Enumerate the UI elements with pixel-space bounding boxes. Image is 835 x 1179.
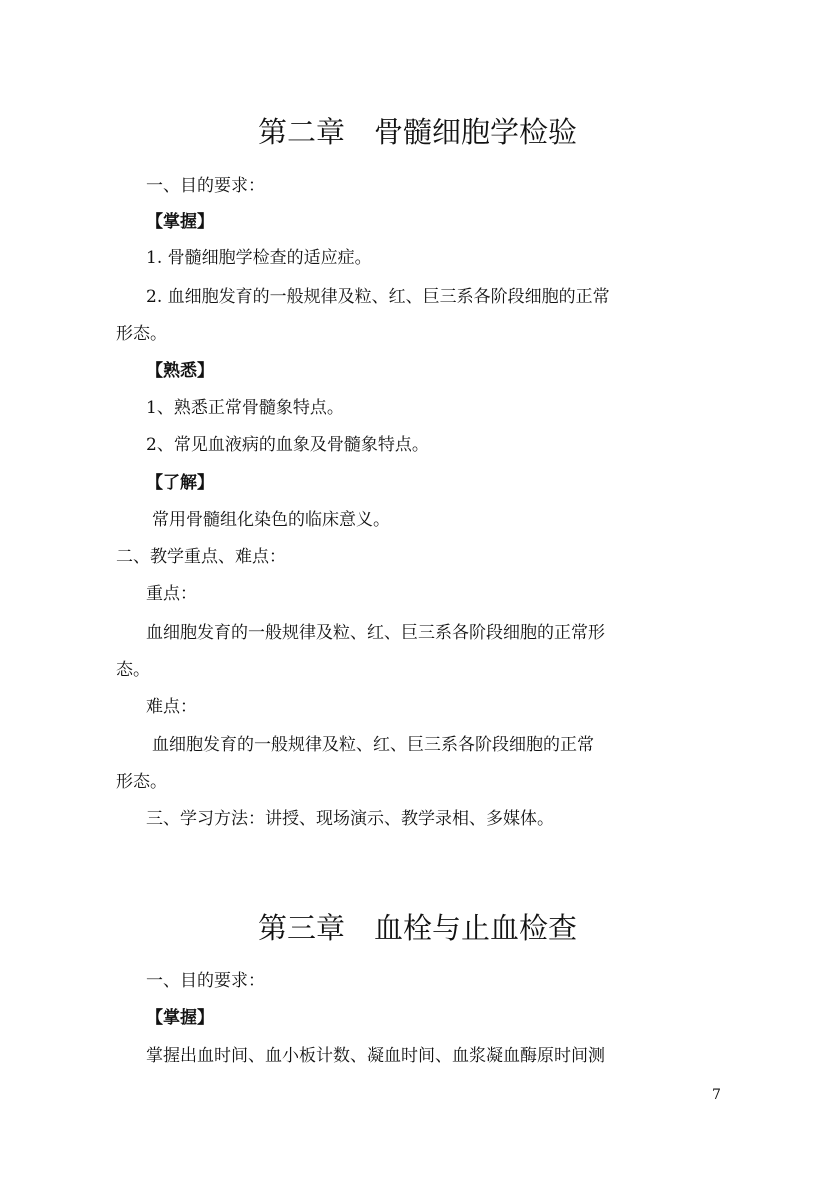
ch2-difficult-label: 难点： (146, 697, 197, 717)
ch2-difficult-line-2: 形态。 (116, 772, 167, 792)
ch2-difficult-line-1: 血细胞发育的一般规律及粒、红、巨三系各阶段细胞的正常 (152, 735, 594, 755)
ch2-master-item-2-line-1: 2. 血细胞发育的一般规律及粒、红、巨三系各阶段细胞的正常 (146, 287, 610, 307)
ch2-familiar-item-2: 2、常见血液病的血象及骨髓象特点。 (146, 435, 429, 455)
ch2-objectives-heading: 一、目的要求： (146, 176, 265, 196)
page-number: 7 (712, 1087, 721, 1103)
ch3-master-heading: 【掌握】 (146, 1008, 214, 1028)
ch3-objectives-heading: 一、目的要求： (146, 971, 265, 991)
chapter-2-title: 第二章 骨髓细胞学检验 (257, 115, 577, 149)
chapter-3-title: 第三章 血栓与止血检查 (257, 911, 577, 945)
ch2-methods: 三、学习方法：讲授、现场演示、教学录相、多媒体。 (146, 809, 554, 829)
ch3-master-line-1: 掌握出血时间、血小板计数、凝血时间、血浆凝血酶原时间测 (146, 1046, 605, 1066)
ch2-understand-item-1: 常用骨髓组化染色的临床意义。 (152, 510, 390, 530)
ch2-understand-heading: 【了解】 (146, 473, 214, 493)
ch2-familiar-item-1: 1、熟悉正常骨髓象特点。 (146, 398, 344, 418)
ch2-key-point-label: 重点： (146, 584, 197, 604)
ch2-key-point-line-2: 态。 (116, 660, 150, 680)
ch2-familiar-heading: 【熟悉】 (146, 361, 214, 381)
ch2-master-item-1: 1. 骨髓细胞学检查的适应症。 (146, 248, 372, 268)
ch2-master-heading: 【掌握】 (146, 212, 214, 232)
ch2-focus-heading: 二、教学重点、难点： (116, 547, 286, 567)
ch2-master-item-2-line-2: 形态。 (116, 324, 167, 344)
ch2-key-point-line-1: 血细胞发育的一般规律及粒、红、巨三系各阶段细胞的正常形 (146, 623, 605, 643)
